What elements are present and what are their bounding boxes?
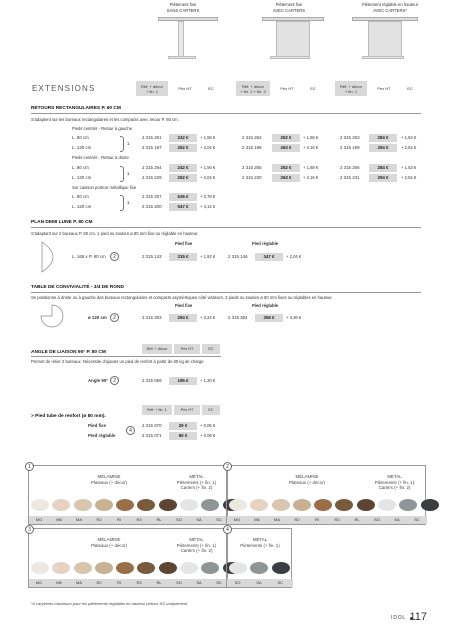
brace [120,195,124,211]
finish-code: M6 [56,517,62,522]
row-label: Angle 90° [88,378,109,383]
header-ref2: Réf. + décor + fin. 1 + fin. 2 [240,83,266,94]
row-price: 195 € [169,377,197,385]
row-ref: 2 315 200 [142,204,162,209]
subtitle-right: Pieds centrés - Retour à droite [72,155,129,160]
finish-code: R3 [136,580,142,585]
row-price: 252 € [169,174,197,182]
row-eco: + 3,36 € [286,315,302,320]
header-pied-reglable: Pied réglable [252,241,279,246]
header-pied-fixe: Pied fixe [175,241,193,246]
row-price: 355 € [255,314,283,322]
finish-swatch [74,499,92,511]
row-ref: 2 315 069 [142,378,162,383]
row-price: 263 € [272,144,300,152]
row-price: 294 € [369,144,397,152]
section-desc-convivialite: Se positionne à droite ou à gauche des bureaux rectangulaires et compacts asymétriques côté visiteurs. 2 pieds ou soutien ø 80 mm fixes ou réglables en hauteur. [31,295,333,300]
row-eco: + 1,20 € [200,378,216,383]
brace [120,166,124,182]
tag-price: Prix HT [174,405,200,415]
finish-swatch [272,499,290,511]
section-title-convivialite: TABLE DE CONVIVIALITÉ - 3/4 DE ROND [31,285,124,290]
row-ref: 2 315 199 [340,145,360,150]
panel-heading: MÉTAL [189,537,204,542]
row-ref: 2 315 230 [242,175,262,180]
three-quarter-round-illustration [38,303,66,329]
row-eco: + 0,06 € [200,423,216,428]
finish-swatch [180,499,198,511]
finish-code: MG [35,580,43,585]
panel-heading: MÉTAL [387,474,402,479]
header-eco1: EC [208,86,214,91]
finish-code: SC [216,517,222,522]
finish-code: MG [233,517,241,522]
finish-swatch [116,562,134,574]
finish-swatch [201,562,219,574]
tag-price: Prix HT [174,344,200,354]
row-price: 242 € [169,164,197,172]
finish-code: SA [394,517,400,522]
finish-code: SO [176,580,182,585]
panel-subheading: Piètements (+ fin. 1) [240,542,280,548]
row-ref: 2 315 198 [242,145,262,150]
row-ref: 2 315 266 [340,165,360,170]
finish-panel-4 [226,528,292,588]
header-eco3: EC [407,86,413,91]
column-header-fixed-with-carters: Piètement fixe AVEC CARTERS [272,2,306,13]
row-eco: + 0,06 € [200,433,216,438]
panel-heading: MÉTAL [252,537,268,542]
row-eco: + 3,78 € [200,194,216,199]
row-eco: + 2,04 € [200,145,216,150]
finish-panel-3 [28,528,228,588]
finish-swatch [31,562,49,574]
finish-code: SA [196,517,202,522]
header-ref1: Réf. + décor + fin. 1 [141,83,163,94]
section-title-angle: ANGLE DE LIAISON 90° P. 80 CM [31,350,106,355]
panel-subheading: Piètements (+ fin. 1) Carters (+ fin. 2) [374,479,415,490]
header-pied-fixe: Pied fixe [175,303,193,308]
finish-code: SA [196,580,202,585]
header-price2: Prix HT [280,86,294,91]
brace-number: 1 [127,141,130,146]
panel-subheading: Piètements (+ fin. 1) Carters (+ fin. 2) [176,542,217,553]
half-moon-illustration [40,240,66,274]
row-eco: + 1,92 € [200,254,216,259]
finish-code: RI [117,580,121,585]
panel-heading: MÉLAMINE [97,474,121,479]
finish-swatch [74,562,92,574]
row-ref: 2 315 229 [142,175,162,180]
finish-code: SA [256,580,262,585]
brace [120,136,124,152]
finish-swatch [399,499,417,511]
finish-swatch [314,499,332,511]
finish-swatch [229,499,247,511]
finish-code: SC [277,580,284,585]
tag-ref: Réf. + fin. 1 [142,405,172,415]
finish-swatch [31,499,49,511]
panel-subheading: Plateaux (+ décor) [91,479,127,485]
row-eco: + 2,52 € [401,175,417,180]
finish-code: RI [117,517,121,522]
finish-code: RL [354,517,360,522]
section-title-demi-lune: PLAN DEMI LUNE P. 80 CM [31,220,93,225]
badge-number: 4 [126,426,135,435]
header-pied-reglable: Pied réglable [252,303,279,308]
row-price: 294 € [169,314,197,322]
finish-panel-2 [226,465,426,525]
finish-swatch [116,499,134,511]
badge-number: 2 [110,376,119,385]
finish-code: SO [374,517,380,522]
row-label: L. 80 cm [72,194,89,199]
row-ref: 2 315 263 [340,135,360,140]
section-desc-angle: Permet de relier 2 bureaux. Nécessite d'ajouter un pied de renfort à partir de 80 kg de charge [31,359,204,364]
row-ref: 2 315 070 [142,423,162,428]
panel-heading: MÉTAL [189,474,204,479]
row-price: 252 € [272,164,300,172]
row-ref: 2 315 265 [242,165,262,170]
row-label: L. 80 cm [72,165,89,170]
row-price: 252 € [169,144,197,152]
finish-code: SC [414,517,420,522]
finish-code: MG [35,517,43,522]
section-desc-demi-lune: S'adaptant sur 2 bureaux P. 80 cm. 1 pied ou soutien ø 80 mm fixe ou réglable en hauteur. [31,231,199,236]
finish-code: R2 [294,517,300,522]
finish-swatch [52,562,70,574]
panel-number: 1 [25,462,34,471]
row-eco: + 1,58 € [200,135,216,140]
row-eco: + 1,68 € [303,165,319,170]
panel-subheading: Plateaux (+ décor) [91,542,127,548]
finish-swatch [159,562,177,574]
finish-code: RI [315,517,319,522]
row-eco: + 2,16 € [303,175,319,180]
finish-swatch [137,499,155,511]
footer-note: *4 carysères maximum pour les piètements réglables en hauteur prévus 5/2 uniquement. [31,601,189,606]
finish-code: RL [156,580,162,585]
brace-number: 1 [127,171,130,176]
finish-swatch [159,499,177,511]
row-label: L. 165 x P. 80 cm [72,254,106,259]
panel-subheading: Piètements (+ fin. 1) Carters (+ fin. 2) [176,479,217,490]
finish-code: RL [156,517,162,522]
section-title-retours: RETOURS RECTANGULAIRES P. 60 CM [31,106,121,111]
panel-heading: MÉLAMINE [295,474,319,479]
brace-number: 1 [127,200,130,205]
finish-swatch [250,499,268,511]
row-price: 263 € [272,174,300,182]
section-title-renfort: > Pied tube de renfort (ø 80 mm). [31,414,106,419]
finish-swatch [421,499,439,511]
panel-number: 4 [223,525,232,534]
row-ref: 2 315 303 [142,315,162,320]
row-price: 252 € [272,134,300,142]
finish-code: SO [234,580,241,585]
column-header-adjustable: Piètement réglable en hauteur AVEC CARTERS* [361,2,419,13]
row-ref: 2 315 261 [142,135,162,140]
row-label: Pied fixe [88,423,107,428]
row-eco: + 3,24 € [200,315,216,320]
row-ref: 2 315 071 [142,433,162,438]
finish-code: R3 [334,517,340,522]
header-price3: Prix HT [377,86,391,91]
finish-swatch [250,562,268,574]
panel-subheading: Plateaux (+ décor) [289,479,325,485]
finish-swatch [335,499,353,511]
finish-code: M6 [254,517,260,522]
tag-eco: EC [202,344,220,354]
finish-swatch [201,499,219,511]
row-price: 294 € [369,174,397,182]
row-label: L. 80 cm [72,135,89,140]
finish-swatch [137,562,155,574]
row-eco: + 1,53 € [401,135,417,140]
row-eco: + 1,58 € [303,135,319,140]
row-ref: 2 315 262 [242,135,262,140]
row-price: 347 € [255,253,283,261]
row-ref: 2 315 146 [228,254,248,259]
row-price: 29 € [169,422,197,430]
badge-number: 2 [110,252,119,261]
tag-eco: EC [202,405,220,415]
row-eco: + 4,14 € [200,204,216,209]
finish-panel-1 [28,465,228,525]
row-price: 536 € [169,193,197,201]
finish-swatch [357,499,375,511]
finish-code: M6 [56,580,62,585]
row-ref: 2 315 304 [228,315,248,320]
row-ref: 2 315 143 [142,254,162,259]
header-ref3: Réf. + décor + fin. 1 [340,83,362,94]
tag-ref: Réf. + décor [142,344,172,354]
row-eco: + 2,52 € [401,145,417,150]
row-eco: + 2,16 € [303,145,319,150]
subtitle-caisson: Sur caisson porteur métallique fixe [72,185,137,190]
row-label: ø 120 cm [88,315,107,320]
row-ref: 2 315 197 [142,145,162,150]
subtitle-left: Pieds centrés - Retour à gauche [72,126,133,131]
row-ref: 2 315 231 [340,175,360,180]
finish-code: R2 [96,580,102,585]
row-price: 315 € [169,253,197,261]
finish-code: MA [274,517,280,522]
row-price: 547 € [169,203,197,211]
row-price: 242 € [169,134,197,142]
finish-swatch [378,499,396,511]
row-ref: 2 315 264 [142,165,162,170]
finish-swatch [95,499,113,511]
row-label: Pied réglable [88,433,116,438]
finish-swatch [293,499,311,511]
row-eco: + 1,53 € [401,165,417,170]
finish-swatch [95,562,113,574]
row-label: L. 120 cm [72,145,92,150]
header-eco2: EC [310,86,316,91]
finish-code: R3 [136,517,142,522]
panel-number: 2 [223,462,232,471]
page-number: 117 [409,611,427,623]
finish-swatch [229,562,247,574]
row-label: L. 120 cm [72,204,92,209]
finish-swatch [52,499,70,511]
row-eco: + 2,04 € [200,175,216,180]
row-label: L. 120 cm [72,175,92,180]
row-price: 284 € [369,134,397,142]
finish-code: SO [176,517,182,522]
row-price: 284 € [369,164,397,172]
finish-code: R2 [96,517,102,522]
badge-number: 2 [110,313,119,322]
finish-swatch [272,562,290,574]
row-ref: 2 315 207 [142,194,162,199]
page-title: EXTENSIONS [32,84,96,93]
header-price1: Prix HT [178,86,192,91]
brand-name: IDOL [391,615,406,621]
finish-code: MA [76,580,82,585]
row-price: 60 € [169,432,197,440]
section-desc-retours: S'adaptent sur les bureaux rectangulaires et les compacts avec retour P. 60 cm. [31,117,179,122]
finish-code: MA [76,517,82,522]
row-eco: + 2,04 € [286,254,302,259]
panel-heading: MÉLAMINE [97,537,121,542]
column-header-fixed-no-carters: Piètement fixe SANS CARTERS [166,2,200,13]
finish-code: SC [216,580,222,585]
panel-number: 3 [25,525,34,534]
finish-swatch [180,562,198,574]
row-eco: + 1,56 € [200,165,216,170]
